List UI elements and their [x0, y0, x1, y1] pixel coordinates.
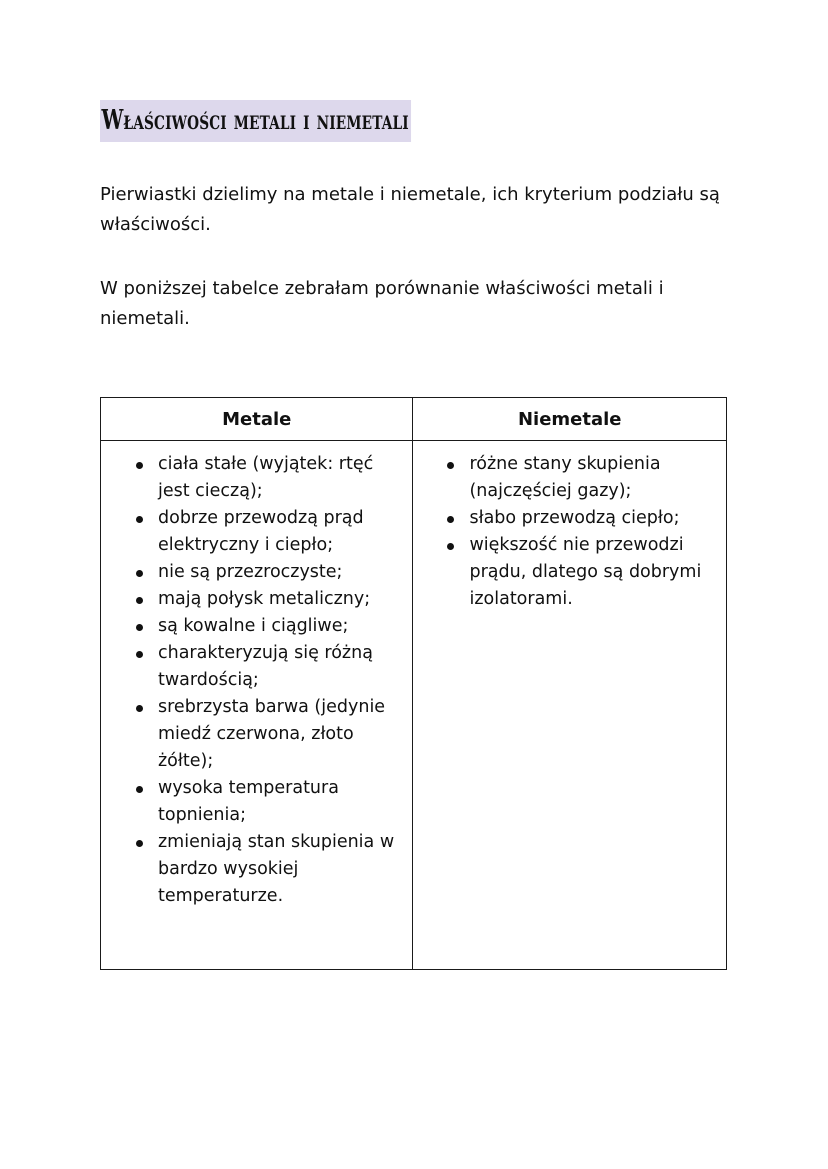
list-item: [158, 694, 400, 775]
bullet-icon: [136, 624, 143, 631]
list-item-text: charakteryzują się różną twardością;: [158, 643, 373, 690]
intro-paragraph: Pierwiastki dzielimy na metale i niemetale, ich kryterium podziału są właściwości.: [100, 184, 720, 235]
bullet-icon: [136, 705, 143, 712]
comparison-table: [100, 397, 727, 970]
metale-cell: [101, 441, 413, 970]
bullet-icon: [136, 570, 143, 577]
bullet-icon: [136, 597, 143, 604]
bullet-icon: [447, 462, 454, 469]
list-item: [158, 829, 400, 910]
list-item-text: wysoka temperatura topnienia;: [158, 778, 339, 825]
list-item: [158, 559, 400, 586]
table-body-row: [101, 441, 727, 970]
table-intro-paragraph: W poniższej tabelce zebrałam porównanie właściwości metali i niemetali.: [100, 278, 664, 329]
list-item: [158, 613, 400, 640]
list-item-text: różne stany skupienia (najczęściej gazy);: [469, 454, 661, 501]
list-item: [469, 451, 714, 505]
bullet-icon: [136, 786, 143, 793]
bullet-icon: [136, 516, 143, 523]
list-item: [469, 505, 714, 532]
niemetale-list: [413, 451, 714, 613]
list-item-text: większość nie przewodzi prądu, dlatego są dobrymi izolatorami.: [469, 535, 702, 609]
list-item: [158, 586, 400, 613]
metale-list: [101, 451, 400, 910]
page-title: Właściwości metali i niemetali: [100, 100, 411, 142]
bullet-icon: [447, 516, 454, 523]
list-item-text: ciała stałe (wyjątek: rtęć jest cieczą);: [158, 454, 374, 501]
list-item: [158, 451, 400, 505]
bullet-icon: [447, 543, 454, 550]
header-niemetale: Niemetale: [413, 398, 727, 441]
list-item-text: są kowalne i ciągliwe;: [158, 616, 349, 636]
bullet-icon: [136, 840, 143, 847]
list-item: [158, 505, 400, 559]
list-item-text: dobrze przewodzą prąd elektryczny i ciepło;: [158, 508, 364, 555]
list-item: [158, 640, 400, 694]
list-item-text: zmieniają stan skupienia w bardzo wysokiej temperaturze.: [158, 832, 395, 906]
bullet-icon: [136, 462, 143, 469]
list-item-text: mają połysk metaliczny;: [158, 589, 371, 609]
list-item: [158, 775, 400, 829]
list-item: [469, 532, 714, 613]
list-item-text: słabo przewodzą ciepło;: [469, 508, 680, 528]
list-item-text: nie są przezroczyste;: [158, 562, 343, 582]
niemetale-cell: [413, 441, 727, 970]
header-metale: Metale: [101, 398, 413, 441]
list-item-text: srebrzysta barwa (jedynie miedź czerwona, złoto żółte);: [158, 697, 386, 771]
bullet-icon: [136, 651, 143, 658]
table-header-row: [101, 398, 727, 441]
